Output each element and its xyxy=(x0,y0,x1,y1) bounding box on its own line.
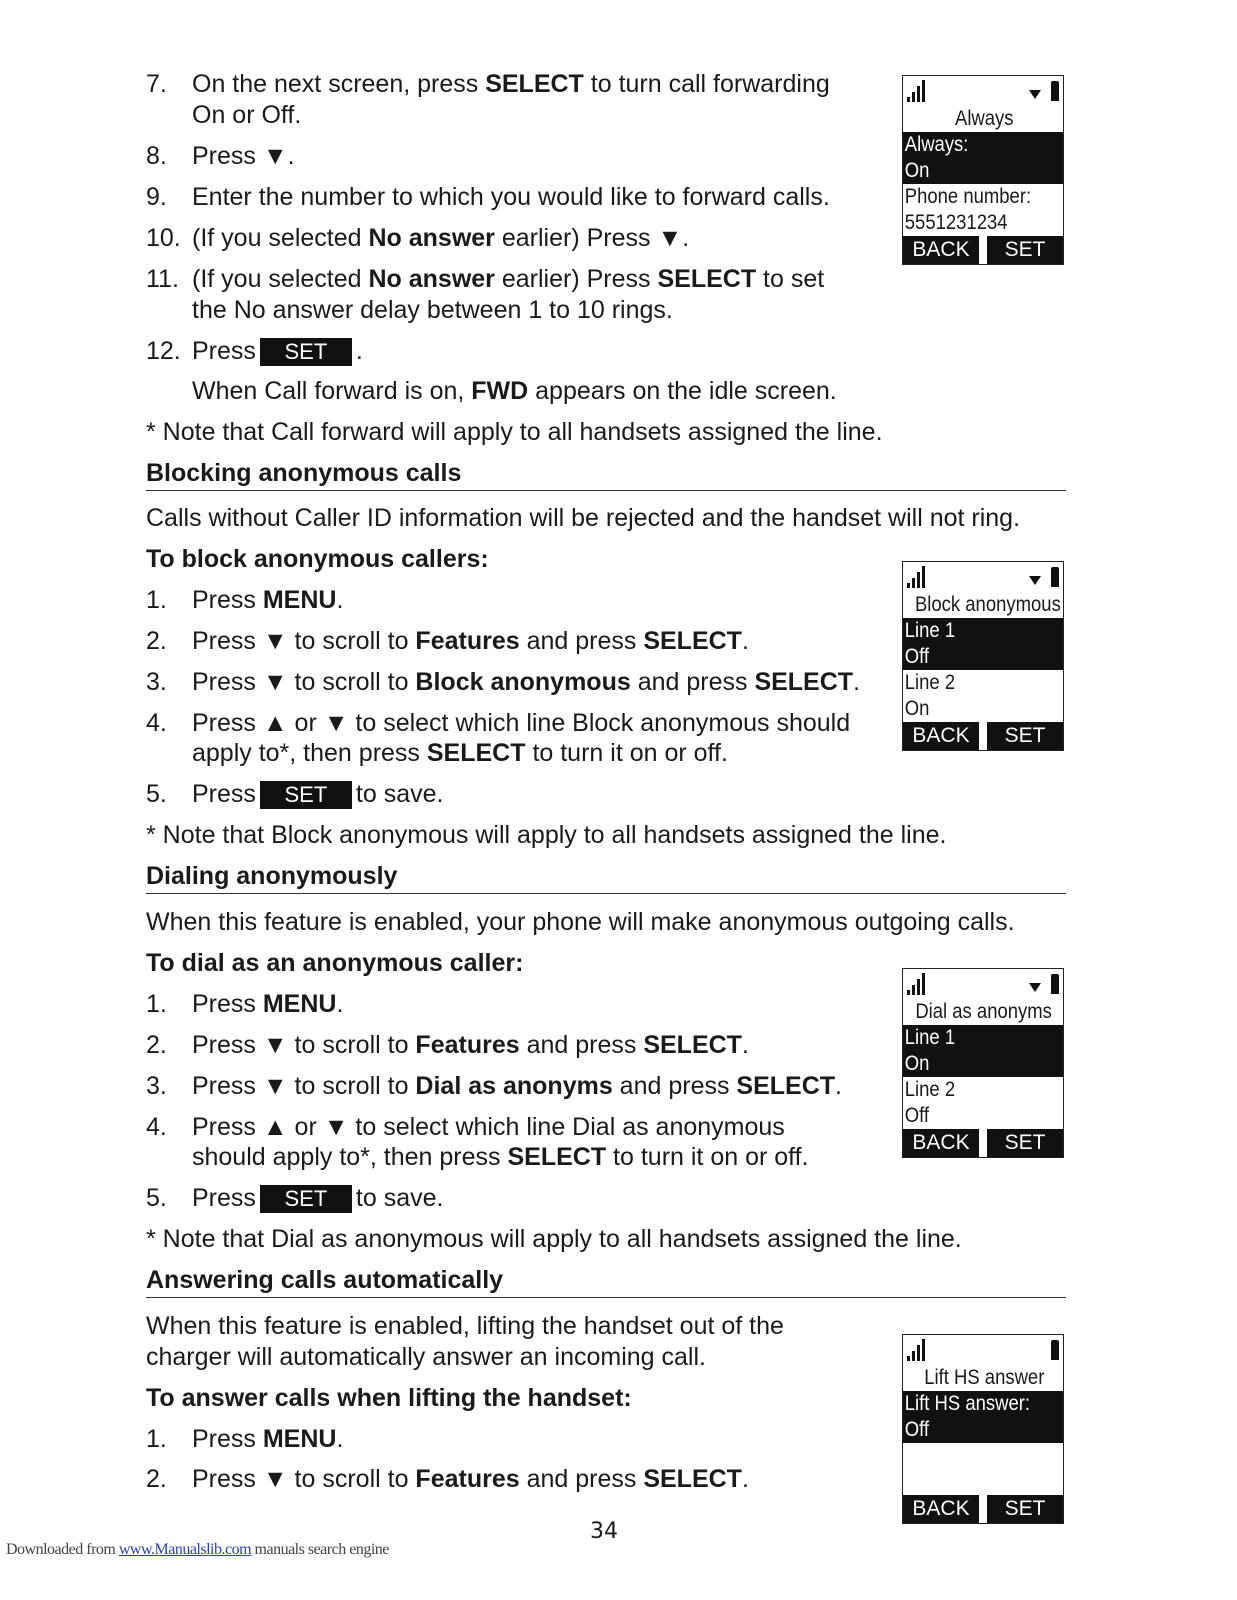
step-1: Press MENU. xyxy=(192,990,344,1018)
block-anonymous-note: * Note that Block anonymous will apply to all handsets assigned the line. xyxy=(146,821,947,849)
step-text-cont: On or Off. xyxy=(192,101,302,129)
step-text: On the next screen, press SELECT to turn call forwarding xyxy=(192,70,830,98)
section-heading-auto-answer: Answering calls automatically xyxy=(146,1265,1066,1298)
empty-area xyxy=(903,1443,1063,1495)
menu-row-value: Off xyxy=(904,645,930,668)
down-arrow-icon xyxy=(1029,983,1041,992)
menu-row-label: Line 2 xyxy=(904,1078,956,1101)
procedure-title: To dial as an anonymous caller: xyxy=(146,949,524,977)
set-softkey-label: SET xyxy=(260,338,352,366)
section-intro: When this feature is enabled, your phone will make anonymous outgoing calls. xyxy=(146,908,1015,936)
back-softkey: BACK xyxy=(903,722,979,750)
section-heading-block-anonymous: Blocking anonymous calls xyxy=(146,458,1066,491)
screen-title: Block anonymous xyxy=(914,593,1061,616)
status-bar xyxy=(903,76,1063,106)
screen-title: Dial as anonyms xyxy=(915,1000,1053,1023)
step-number: 8. xyxy=(146,142,167,170)
back-softkey: BACK xyxy=(903,236,979,264)
manualslib-link[interactable]: www.Manualslib.com xyxy=(118,1541,252,1558)
menu-row-value: 5551231234 xyxy=(904,211,1008,234)
step-number: 1. xyxy=(146,990,167,1018)
step-text-cont: the No answer delay between 1 to 10 rings. xyxy=(192,296,673,324)
step-number: 12. xyxy=(146,337,181,365)
step-4-cont: should apply to*, then press SELECT to turn it on or off. xyxy=(192,1143,809,1171)
step-2: Press ▼ to scroll to Features and press SELECT. xyxy=(192,1465,749,1493)
phone-screen-lift-hs-answer xyxy=(902,1334,1064,1524)
step-4-cont: apply to*, then press SELECT to turn it on or off. xyxy=(192,739,728,767)
step-number: 2. xyxy=(146,1465,167,1493)
step-number: 7. xyxy=(146,70,167,98)
menu-row-label: Always: xyxy=(904,133,969,156)
step-2: Press ▼ to scroll to Features and press SELECT. xyxy=(192,627,749,655)
signal-icon xyxy=(907,1337,929,1361)
down-arrow-icon xyxy=(1029,90,1041,99)
step-number: 9. xyxy=(146,183,167,211)
status-bar xyxy=(903,562,1063,592)
call-forward-note: * Note that Call forward will apply to all handsets assigned the line. xyxy=(146,418,883,446)
step-number: 2. xyxy=(146,627,167,655)
step-text: (If you selected No answer earlier) Press ▼. xyxy=(192,224,690,252)
step-3: Press ▼ to scroll to Block anonymous and press SELECT. xyxy=(192,668,861,696)
menu-row-value: On xyxy=(904,697,930,720)
phone-screen-dial-anonymous xyxy=(902,968,1064,1158)
menu-row-label: Line 1 xyxy=(904,619,956,642)
step-text: Press ▼. xyxy=(192,142,295,170)
download-footer: Downloaded from www.Manualslib.com manuals search engine xyxy=(6,1541,389,1558)
back-softkey: BACK xyxy=(903,1129,979,1157)
down-arrow-icon xyxy=(1029,576,1041,585)
step-number: 10. xyxy=(146,224,181,252)
menu-row-label: Lift HS answer: xyxy=(904,1392,1031,1415)
signal-icon xyxy=(907,971,929,995)
step-4: Press ▲ or ▼ to select which line Dial as anonymous xyxy=(192,1113,785,1141)
step-text: Enter the number to which you would like to forward calls. xyxy=(192,183,830,211)
set-softkey: SET xyxy=(987,236,1063,264)
step-number: 4. xyxy=(146,1113,167,1141)
phone-screen-call-forward xyxy=(902,75,1064,265)
section-intro-cont: charger will automatically answer an incoming call. xyxy=(146,1343,706,1371)
menu-row-value: Off xyxy=(904,1418,930,1441)
procedure-title: To answer calls when lifting the handset: xyxy=(146,1384,632,1412)
battery-icon xyxy=(1051,1340,1059,1360)
step-text: Press SET . xyxy=(192,337,363,365)
set-softkey: SET xyxy=(987,1129,1063,1157)
step-number: 1. xyxy=(146,586,167,614)
status-bar xyxy=(903,1335,1063,1365)
step-number: 3. xyxy=(146,1072,167,1100)
section-intro: Calls without Caller ID information will be rejected and the handset will not ring. xyxy=(146,504,1021,532)
step-1: Press MENU. xyxy=(192,586,344,614)
menu-row-value: Off xyxy=(904,1104,930,1127)
screen-title: Lift HS answer xyxy=(923,1366,1045,1389)
step-1: Press MENU. xyxy=(192,1425,344,1453)
dial-anonymous-note: * Note that Dial as anonymous will apply to all handsets assigned the line. xyxy=(146,1225,962,1253)
step-number: 3. xyxy=(146,668,167,696)
fwd-info: When Call forward is on, FWD appears on the idle screen. xyxy=(192,377,837,405)
set-softkey: SET xyxy=(987,1495,1063,1523)
page-number: 34 xyxy=(590,1519,618,1544)
section-heading-dialing-anonymously: Dialing anonymously xyxy=(146,861,1066,894)
battery-icon xyxy=(1051,567,1059,587)
phone-screen-block-anonymous xyxy=(902,561,1064,751)
signal-icon xyxy=(907,78,929,102)
step-number: 4. xyxy=(146,709,167,737)
step-4: Press ▲ or ▼ to select which line Block anonymous should xyxy=(192,709,851,737)
screen-title: Always xyxy=(954,107,1014,130)
signal-icon xyxy=(907,564,929,588)
set-softkey-label: SET xyxy=(260,1185,352,1213)
step-5: Press SET to save. xyxy=(192,1184,444,1212)
menu-row-label: Phone number: xyxy=(904,185,1032,208)
step-2: Press ▼ to scroll to Features and press SELECT. xyxy=(192,1031,749,1059)
step-3: Press ▼ to scroll to Dial as anonyms and press SELECT. xyxy=(192,1072,842,1100)
status-bar xyxy=(903,969,1063,999)
step-number: 2. xyxy=(146,1031,167,1059)
set-softkey: SET xyxy=(987,722,1063,750)
step-number: 5. xyxy=(146,780,167,808)
battery-icon xyxy=(1051,81,1059,101)
menu-row-label: Line 2 xyxy=(904,671,956,694)
step-number: 1. xyxy=(146,1425,167,1453)
step-5: Press SET to save. xyxy=(192,780,444,808)
back-softkey: BACK xyxy=(903,1495,979,1523)
menu-row-value: On xyxy=(904,1052,930,1075)
menu-row-label: Line 1 xyxy=(904,1026,956,1049)
procedure-title: To block anonymous callers: xyxy=(146,545,489,573)
step-number: 11. xyxy=(146,265,179,293)
step-number: 5. xyxy=(146,1184,167,1212)
step-text: (If you selected No answer earlier) Press SELECT to set xyxy=(192,265,825,293)
set-softkey-label: SET xyxy=(260,781,352,809)
battery-icon xyxy=(1051,974,1059,994)
section-intro: When this feature is enabled, lifting the handset out of the xyxy=(146,1312,784,1340)
menu-row-value: On xyxy=(904,159,930,182)
